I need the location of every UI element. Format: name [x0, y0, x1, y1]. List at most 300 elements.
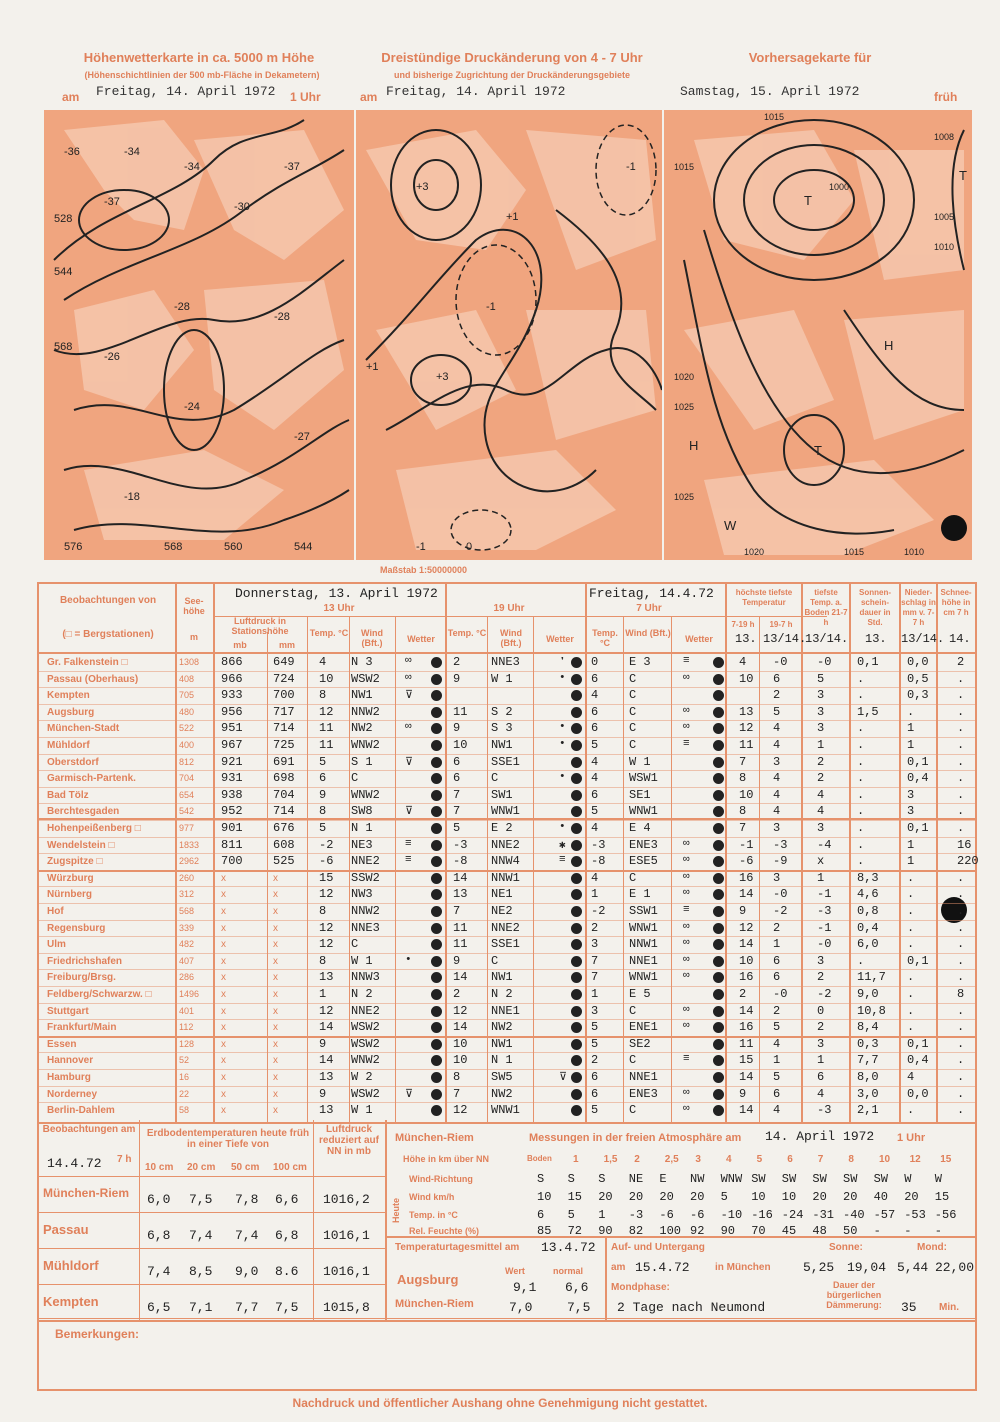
cell-ni: 4	[907, 1070, 915, 1084]
th-m: m	[189, 632, 198, 642]
cell-bd: -1	[817, 920, 832, 935]
svg-text:-37: -37	[104, 196, 120, 208]
cell-bd: 2	[817, 771, 825, 786]
cell-so: 6,0	[857, 937, 879, 952]
cell-p1: 901	[221, 821, 243, 835]
station-name: Kempten	[47, 690, 90, 702]
cell-x1: ⊽	[405, 756, 414, 769]
cell-a: 407	[179, 955, 195, 966]
table-row	[39, 886, 975, 903]
cell-p1: x	[221, 1038, 226, 1050]
upper-air-map	[44, 110, 354, 560]
cell-w2: NNE2	[491, 837, 520, 852]
svg-text:-28: -28	[274, 311, 290, 323]
cell-ni: .	[907, 870, 915, 885]
cell-mx: 14	[739, 1003, 754, 1018]
cloud-cover-icon	[571, 840, 582, 851]
cell-t1: 12	[319, 887, 334, 902]
atmo-value: SW	[843, 1172, 858, 1186]
cell-mn: 2	[773, 920, 781, 935]
cell-x1: ∞	[405, 721, 412, 734]
luft-label: Luftdruck reduziert auf NN in mb	[318, 1124, 379, 1157]
cell-t2: 9	[453, 721, 461, 736]
th-7-uhr: 7 Uhr	[636, 603, 662, 614]
cell-a: 58	[179, 1105, 190, 1116]
cloud-cover-icon	[713, 972, 724, 983]
am-label: am	[611, 1262, 626, 1273]
cell-x1: ⊽	[405, 806, 414, 819]
svg-text:560: 560	[224, 541, 243, 553]
atmo-value: SW	[873, 1172, 888, 1186]
heute-label: Heute	[391, 1198, 401, 1224]
th-wind-7: Wind (Bft.)	[625, 628, 671, 638]
svg-text:-1: -1	[626, 161, 636, 173]
cell-w2: SW5	[491, 1070, 513, 1084]
cloud-cover-icon	[431, 1072, 442, 1083]
cloud-cover-icon	[571, 956, 582, 967]
svg-text:1025: 1025	[674, 402, 695, 412]
atmo-value: 10	[751, 1190, 766, 1204]
atmo-value: 15	[567, 1190, 582, 1204]
cell-t3: -8	[591, 854, 606, 869]
riem-label: München-Riem	[395, 1132, 474, 1144]
cloud-cover-icon	[431, 657, 442, 668]
cell-so: 9,0	[857, 987, 879, 1001]
cell-p1: x	[221, 989, 226, 1000]
atmo-value: 5	[567, 1208, 575, 1222]
cell-t2: -8	[453, 854, 468, 869]
cell-so: 7,7	[857, 1053, 879, 1068]
svg-text:1000: 1000	[829, 182, 850, 192]
atmo-value: 48	[812, 1224, 827, 1238]
cell-w3: SE2	[629, 1036, 651, 1051]
cell-t1: 9	[319, 787, 327, 802]
cell-so: .	[857, 837, 865, 852]
cell-ni: 1	[907, 854, 915, 869]
cell-x3: ∞	[683, 887, 690, 900]
cloud-cover-icon	[431, 972, 442, 983]
cell-x2: •	[559, 721, 566, 734]
cell-mn: 3	[773, 754, 781, 769]
cell-t3: 6	[591, 704, 599, 719]
cell-mn: 3	[773, 870, 781, 885]
cell-t2: 10	[453, 1053, 468, 1068]
cell-p2: x	[273, 1072, 278, 1083]
cell-w1: N 1	[351, 821, 373, 835]
cell-w1: W 1	[351, 1103, 373, 1118]
cell-w3: C	[629, 1053, 637, 1068]
d-13b: 13.	[865, 632, 887, 646]
th-nieder: Nieder-schlag in mm v. 7-7 h	[901, 588, 936, 627]
table-row	[39, 787, 975, 804]
soil-station-name: Mühldorf	[43, 1258, 99, 1273]
th-wind-19: Wind (Bft.)	[500, 628, 522, 648]
cell-so: 2,1	[857, 1103, 879, 1118]
cell-w1: WNW2	[351, 787, 380, 802]
cell-so: .	[857, 787, 865, 802]
atmo-value: -	[873, 1224, 881, 1238]
cell-t3: 1	[591, 987, 599, 1001]
cell-so: 11,7	[857, 970, 886, 985]
soil-value: 7,1	[189, 1300, 213, 1315]
table-row	[39, 953, 975, 970]
cell-bd: 0	[817, 1003, 825, 1018]
cloud-cover-icon	[431, 856, 442, 867]
sonne-label: Sonne:	[829, 1242, 863, 1253]
atmo-value: 100	[659, 1224, 681, 1238]
mid-map-title: Dreistündige Druckänderung von 4 - 7 Uhr	[381, 50, 643, 65]
cloud-cover-icon	[571, 972, 582, 983]
cell-w3: WNW1	[629, 804, 658, 819]
cell-mn: -0	[773, 987, 788, 1001]
cell-ni: 0,4	[907, 1053, 929, 1068]
daemm-label: Dauer der bürgerlichen Dämmerung:	[826, 1280, 882, 1310]
cloud-cover-icon	[571, 1105, 582, 1116]
d-1314: 13/14.	[763, 632, 807, 646]
aug-normal: 6,6	[565, 1280, 589, 1295]
cell-bd: 3	[817, 821, 825, 835]
cell-mn: -0	[773, 887, 788, 902]
cell-p1: x	[221, 939, 226, 951]
cell-t3: 6	[591, 671, 599, 686]
cell-w2: NNW4	[491, 854, 520, 869]
cell-mn: 2	[773, 1003, 781, 1018]
cell-t2: 7	[453, 804, 461, 819]
cloud-cover-icon	[571, 707, 582, 718]
cell-a: 704	[179, 773, 195, 784]
cell-a: 408	[179, 673, 195, 684]
cloud-cover-icon	[713, 889, 724, 900]
cell-t2: 6	[453, 771, 461, 786]
atmo-value: 20	[598, 1190, 613, 1204]
cell-mx: 12	[739, 721, 754, 736]
cell-w3: W 1	[629, 754, 651, 769]
svg-text:1010: 1010	[934, 242, 955, 252]
cell-t3: 7	[591, 970, 599, 985]
height-header: 4	[726, 1154, 732, 1165]
cloud-cover-icon	[571, 657, 582, 668]
cell-x3: ≡	[683, 655, 690, 667]
cell-t2: 9	[453, 953, 461, 968]
table-row	[39, 1102, 975, 1119]
atmo-value: 10	[781, 1190, 797, 1204]
cell-mn: 1	[773, 937, 781, 952]
cell-sc: .	[957, 1070, 965, 1084]
cell-w1: NNE3	[351, 920, 380, 935]
cell-t1: 5	[319, 821, 327, 835]
cell-t3: 5	[591, 1036, 599, 1051]
cell-ni: 0,4	[907, 771, 929, 786]
cell-p1: 966	[221, 671, 243, 686]
mess-label: Messungen in der freien Atmosphäre am	[529, 1132, 742, 1144]
cell-x3: ∞	[683, 920, 690, 933]
station-name: Mühldorf	[47, 740, 90, 751]
cell-mn: 5	[773, 704, 781, 719]
th-temp-13: Temp. °C	[309, 628, 349, 638]
cell-w1: W 1	[351, 953, 373, 968]
cell-ni: .	[907, 970, 915, 985]
cell-so: 0,3	[857, 1036, 879, 1051]
cell-ni: .	[907, 937, 915, 952]
cell-t2: 7	[453, 787, 461, 802]
cloud-cover-icon	[713, 790, 724, 801]
cell-w2: W 1	[491, 671, 513, 686]
svg-text:-34: -34	[184, 161, 200, 173]
cell-p2: 649	[273, 655, 295, 669]
atmo-row-label: Rel. Feuchte (%)	[409, 1226, 480, 1236]
cloud-cover-icon	[431, 757, 442, 768]
atmo-value: -56	[934, 1208, 957, 1222]
table-row	[39, 853, 979, 870]
cell-w2: NW1	[491, 738, 513, 752]
station-name: Oberstdorf	[47, 756, 99, 768]
cell-x1: ⊽	[405, 690, 414, 703]
height-header: 8	[848, 1154, 854, 1165]
cell-a: 1308	[179, 657, 200, 667]
cell-bd: 3	[817, 1036, 825, 1051]
table-row	[39, 1069, 975, 1086]
cloud-cover-icon	[571, 1006, 582, 1017]
cell-bd: 4	[817, 804, 825, 819]
atmo-value: 45	[781, 1224, 797, 1238]
cell-w2: N 1	[491, 1053, 513, 1068]
atmo-value: S	[598, 1172, 606, 1186]
cell-mx: 12	[739, 920, 754, 935]
cloud-cover-icon	[431, 906, 442, 917]
cell-w3: E 4	[629, 821, 651, 835]
cloud-cover-icon	[431, 707, 442, 718]
table-row	[39, 986, 975, 1003]
height-header: 2,5	[664, 1154, 679, 1165]
cloud-cover-icon	[571, 790, 582, 801]
th-tiefst: tiefste Temp. a. Boden 21-7 h	[804, 588, 848, 627]
atmo-value: 1	[598, 1208, 606, 1222]
cell-t2: 5	[453, 821, 461, 835]
cell-mn: -3	[773, 837, 788, 852]
cell-t2: 9	[453, 671, 461, 686]
svg-text:1010: 1010	[904, 547, 925, 557]
cell-w2: WNW1	[491, 804, 520, 819]
cell-w1: S 1	[351, 754, 373, 769]
cloud-cover-icon	[713, 906, 724, 917]
atmo-value: WNW	[720, 1172, 743, 1186]
cell-mx: 16	[739, 1020, 754, 1035]
cell-w2: C	[491, 953, 499, 968]
cell-t2: 6	[453, 754, 461, 769]
cell-mx: 14	[739, 1070, 754, 1084]
cell-t1: 12	[319, 704, 334, 719]
cell-w2: NNW1	[491, 870, 520, 885]
d20: 20 cm	[187, 1162, 216, 1173]
cell-sc: 2	[957, 655, 965, 669]
cell-p2: x	[273, 972, 278, 984]
th-hoechst: höchste tiefste Temperatur	[735, 588, 793, 607]
cell-t2: 12	[453, 1103, 468, 1118]
atmo-value: -3	[628, 1208, 644, 1222]
cell-w3: NNE1	[629, 1070, 658, 1084]
cloud-cover-icon	[713, 1105, 724, 1116]
table-row	[39, 704, 975, 721]
cell-a: 16	[179, 1072, 190, 1082]
cell-x3: ∞	[683, 837, 690, 850]
cell-w3: NNE1	[629, 953, 658, 968]
beob-hour: 7 h	[117, 1154, 132, 1165]
atmo-row-label: Wind-Richtung	[409, 1174, 473, 1184]
cell-mx: 8	[739, 804, 747, 819]
table-row	[39, 770, 975, 787]
soil-station-name: Kempten	[43, 1294, 99, 1309]
cell-t2: 13	[453, 887, 468, 902]
cell-w3: C	[629, 721, 637, 736]
cell-w1: WSW2	[351, 1020, 380, 1035]
th-mb: mb	[233, 640, 247, 650]
th-temp-7: Temp. °C	[592, 628, 618, 648]
soil-value: 7,5	[275, 1300, 299, 1315]
cell-ni: 0,3	[907, 688, 929, 703]
cell-w2: NE1	[491, 887, 513, 902]
cell-w3: WSW1	[629, 771, 658, 786]
cell-t3: -2	[591, 904, 606, 918]
cloud-cover-icon	[431, 1105, 442, 1116]
th-wind-13: Wind (Bft.)	[361, 628, 383, 648]
station-name: Frankfurt/Main	[47, 1022, 117, 1034]
cell-a: 112	[179, 1022, 194, 1033]
cell-mx: 9	[739, 1086, 747, 1101]
cell-w1: WSW2	[351, 671, 380, 686]
cloud-cover-icon	[571, 674, 582, 685]
svg-text:+1: +1	[366, 361, 379, 373]
cell-mx: 10	[739, 671, 754, 686]
atmo-value: NE	[628, 1172, 644, 1186]
cell-ni: 0,1	[907, 1036, 929, 1051]
cloud-cover-icon	[431, 674, 442, 685]
atmo-value: 20	[812, 1190, 827, 1204]
cell-so: .	[857, 771, 865, 786]
cell-mn: 5	[773, 1070, 781, 1084]
atmo-value: 85	[537, 1224, 552, 1238]
th-stations: Beobachtungen von	[59, 595, 157, 606]
cell-w1: NW2	[351, 721, 373, 736]
cloud-cover-icon	[431, 790, 442, 801]
cloud-cover-icon	[571, 873, 582, 884]
cell-bd: 4	[817, 1086, 825, 1101]
cell-so: 1,5	[857, 704, 879, 719]
atmo-value: -57	[873, 1208, 896, 1222]
cloud-cover-icon	[431, 840, 442, 851]
svg-text:-36: -36	[64, 146, 80, 158]
cell-w3: C	[629, 671, 637, 686]
cell-w2: NW2	[491, 1086, 513, 1101]
aug-label: Augsburg	[397, 1272, 459, 1287]
cell-t3: 5	[591, 1020, 599, 1035]
soil-value: 1015,8	[323, 1300, 370, 1315]
cell-so: 3,0	[857, 1086, 879, 1101]
cell-x3: ∞	[683, 1003, 690, 1016]
cell-p1: x	[221, 1105, 226, 1117]
cell-t2: 7	[453, 1086, 461, 1101]
cell-t3: 7	[591, 953, 599, 968]
cell-x3: ≡	[683, 1053, 690, 1066]
soil-value: 7,8	[235, 1192, 259, 1207]
boden-label: Boden	[527, 1154, 552, 1163]
atmo-value: -10	[720, 1208, 743, 1222]
cell-so: .	[857, 821, 865, 835]
cell-p2: x	[273, 922, 278, 934]
cell-sc: .	[957, 1020, 965, 1035]
map-scale: Maßstab 1:50000000	[380, 565, 468, 575]
table-row	[39, 671, 975, 688]
cell-t1: 8	[319, 953, 327, 968]
atmo-value: 6	[537, 1208, 545, 1222]
cell-t2: 10	[453, 738, 468, 752]
cell-mn: 4	[773, 1103, 781, 1118]
svg-text:1015: 1015	[764, 112, 785, 122]
cell-t3: 5	[591, 738, 599, 752]
soil-value: 1016,1	[323, 1228, 370, 1243]
cloud-cover-icon	[713, 1022, 724, 1033]
cell-x2: ✱	[559, 839, 566, 852]
cell-w1: NNW3	[351, 970, 380, 985]
table-row	[39, 1019, 975, 1036]
cell-mn: 3	[773, 821, 781, 835]
cell-p1: 931	[221, 771, 243, 786]
station-name: Zugspitze □	[47, 856, 103, 868]
cell-bd: 3	[817, 688, 825, 703]
cell-p2: 525	[273, 854, 295, 869]
atmo-value: S	[537, 1172, 545, 1186]
station-name: Nürnberg	[47, 889, 92, 901]
cloud-cover-icon	[571, 1089, 582, 1100]
cell-p1: 866	[221, 655, 243, 669]
height-header: 12	[909, 1154, 921, 1165]
cell-x2: ❜	[559, 657, 566, 669]
cloud-cover-icon	[713, 757, 724, 768]
cell-mx: 7	[739, 821, 747, 835]
cell-p2: x	[273, 1005, 278, 1017]
soil-value: 6,8	[275, 1228, 299, 1243]
cell-p2: x	[273, 889, 278, 901]
cell-mn: 4	[773, 738, 781, 752]
cell-mx: 14	[739, 937, 754, 952]
cell-w1: C	[351, 937, 359, 952]
cell-x2: •	[559, 738, 566, 750]
cell-t1: 9	[319, 1036, 327, 1051]
table-row	[39, 754, 975, 771]
cell-ni: 0,5	[907, 671, 929, 686]
svg-text:1020: 1020	[744, 547, 765, 557]
cell-p1: x	[221, 1055, 226, 1067]
d-14: 14.	[949, 632, 971, 646]
cloud-cover-icon	[571, 740, 582, 751]
cell-mx: 11	[739, 738, 754, 752]
cloud-cover-icon	[713, 840, 724, 851]
remarks-label: Bemerkungen:	[55, 1327, 140, 1341]
cell-a: 977	[179, 823, 195, 833]
cell-p2: 714	[273, 804, 295, 819]
cloud-cover-icon	[431, 939, 442, 950]
cell-p1: 938	[221, 787, 243, 802]
cell-p1: x	[221, 1022, 226, 1034]
atmo-value: 10	[537, 1190, 552, 1204]
cell-x2: •	[559, 821, 566, 833]
cloud-cover-icon	[713, 956, 724, 967]
cloud-cover-icon	[713, 806, 724, 817]
cell-w3: NNW1	[629, 937, 658, 952]
cell-p1: 921	[221, 754, 243, 769]
cell-sc: .	[957, 870, 965, 885]
atmo-row-label: Temp. in °C	[409, 1210, 458, 1220]
cell-sc: .	[957, 887, 965, 902]
